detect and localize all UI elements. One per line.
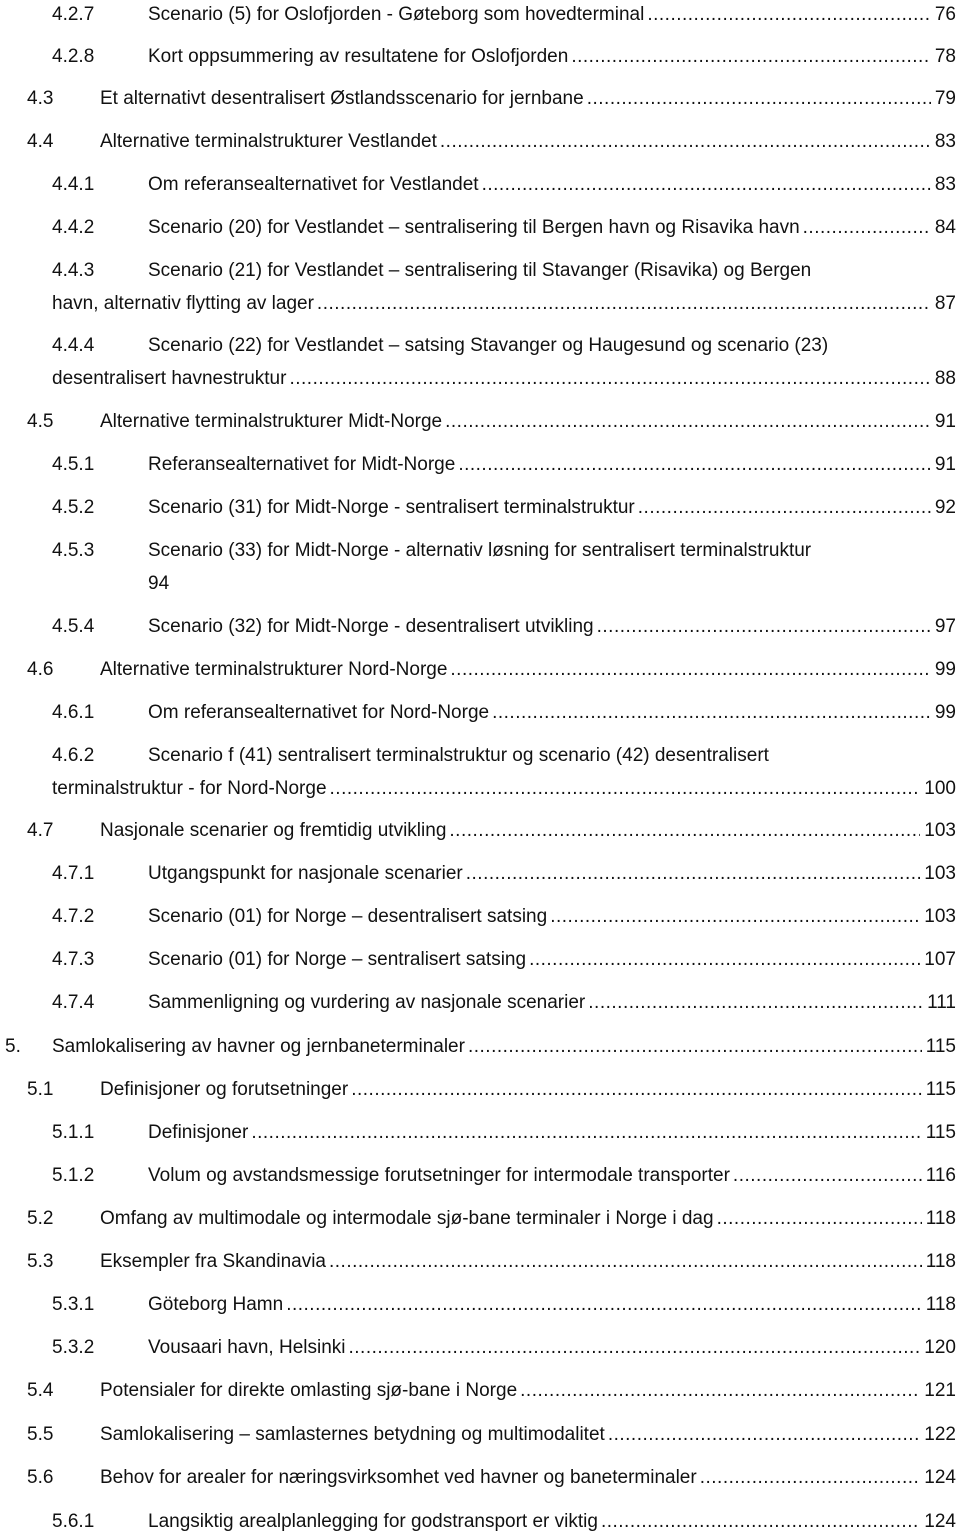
toc-entry-page [876,1333,956,1363]
toc-entry-title: Eksempler fra Skandinavia [100,1251,326,1272]
toc-entry-line [0,289,960,319]
toc-entry-page-number: 97 [932,616,956,637]
toc-entry-line [0,1075,960,1105]
toc-entry-title: Sammenligning og vurdering av nasjonale scenarier [148,992,586,1013]
toc-entry-number: 4.7.4 [52,992,95,1013]
toc-entry-line [0,407,960,437]
toc-entry-page-number: 115 [923,1122,956,1143]
toc-entry-page-number: 103 [921,906,956,927]
toc-entry-line [0,170,960,200]
toc-entry-number: 4.5.2 [52,497,95,518]
toc-entry-page [876,364,956,394]
toc-leader-dots [449,816,920,846]
toc-entry-line [0,493,960,523]
toc-entry[interactable] [0,0,960,30]
toc-entry-page [876,1161,956,1191]
toc-entry-title: Kort oppsummering av resultatene for Oslofjorden [148,46,569,67]
toc-entry-line [0,1420,960,1450]
toc-entry-title: Vousaari havn, Helsinki [148,1337,346,1358]
toc-entry-line [0,84,960,114]
toc-leader-dots [330,774,921,804]
toc-entry[interactable] [0,42,960,72]
toc-leader-dots [608,1420,920,1450]
toc-entry-line [0,256,960,286]
toc-entry[interactable] [0,1290,960,1320]
toc-entry-page [876,902,956,932]
toc-entry-title: Scenario (21) for Vestlandet – sentralisering til Stavanger (Risavika) og Bergen [148,260,812,281]
toc-entry-page-number: 92 [932,497,956,518]
toc-entry-page [876,1247,956,1277]
toc-entry-page-number: 124 [921,1467,956,1488]
toc-entry[interactable] [0,1118,960,1148]
toc-entry-line [0,816,960,846]
toc-entry-title-continued: terminalstruktur - for Nord-Norge [52,778,327,799]
toc-entry[interactable] [0,1204,960,1234]
toc-entry-page-number: 111 [924,992,956,1013]
toc-entry-page-number: 122 [921,1424,956,1445]
toc-entry-line [0,741,960,771]
toc-entry-page [876,1420,956,1450]
toc-entry-title: Nasjonale scenarier og fremtidig utvikling [100,820,447,841]
toc-leader-dots [351,1075,922,1105]
toc-entry[interactable] [0,612,960,642]
toc-entry-title: Göteborg Hamn [148,1294,284,1315]
toc-entry-number: 4.6 [27,659,54,680]
toc-entry-line [0,1507,960,1537]
toc-entry[interactable] [0,945,960,975]
toc-entry-title: Samlokalisering av havner og jernbaneterminaler [52,1036,465,1057]
toc-leader-dots [289,364,930,394]
toc-leader-dots [450,655,930,685]
toc-entry-title: Scenario (32) for Midt-Norge - desentralisert utvikling [148,616,594,637]
toc-entry-number: 5.6.1 [52,1511,95,1532]
toc-entry-title-continued: havn, alternativ flytting av lager [52,293,314,314]
toc-entry-page [876,1118,956,1148]
toc-entry-page [876,988,956,1018]
toc-entry[interactable] [0,655,960,685]
toc-leader-dots [466,859,921,889]
toc-entry-number: 4.7 [27,820,54,841]
toc-entry-line [0,569,960,599]
toc-leader-dots [550,902,920,932]
toc-entry-title-continued: 94 [148,573,170,594]
toc-leader-dots [529,945,920,975]
toc-entry-page [876,698,956,728]
toc-entry[interactable] [0,1032,960,1062]
toc-entry-line [0,1290,960,1320]
toc-entry-number: 4.6.1 [52,702,95,723]
toc-entry-number: 5.6 [27,1467,54,1488]
toc-entry-page [876,127,956,157]
toc-entry-line [0,1204,960,1234]
toc-entry-title: Definisjoner [148,1122,249,1143]
toc-entry-number: 4.7.3 [52,949,95,970]
toc-entry-line [0,213,960,243]
toc-entry-page [876,655,956,685]
toc-entry-title: Om referansealternativet for Nord-Norge [148,702,490,723]
toc-entry[interactable] [0,1420,960,1450]
toc-entry-line [0,1247,960,1277]
toc-entry-page-number: 118 [923,1251,956,1272]
toc-entry-page [876,84,956,114]
toc-entry-line [0,1333,960,1363]
toc-entry-page-number: 118 [923,1294,956,1315]
toc-entry[interactable] [0,213,960,243]
toc-entry-page [876,289,956,319]
toc-entry-number: 4.2.8 [52,46,95,67]
toc-entry-number: 5.1.1 [52,1122,95,1143]
toc-entry-page [876,1032,956,1062]
toc-leader-dots [251,1118,921,1148]
toc-entry-title: Scenario f (41) sentralisert terminalstruktur og scenario (42) desentralisert [148,745,769,766]
toc-entry[interactable] [0,1376,960,1406]
toc-entry-line [0,988,960,1018]
toc-entry-title: Alternative terminalstrukturer Midt-Norge [100,411,443,432]
toc-entry-number: 5.2 [27,1208,54,1229]
toc-entry-page [876,859,956,889]
toc-entry-number: 4.5 [27,411,54,432]
toc-leader-dots [329,1247,922,1277]
toc-entry-page-number: 87 [932,293,956,314]
toc-leader-dots [588,988,923,1018]
toc-entry-page-number: 78 [932,46,956,67]
toc-leader-dots [520,1376,920,1406]
toc-entry-line [0,698,960,728]
toc-entry-line [0,612,960,642]
toc-entry-page [876,1290,956,1320]
toc-entry-title: Referansealternativet for Midt-Norge [148,454,456,475]
toc-entry[interactable] [0,1247,960,1277]
toc-entry-page-number: 91 [932,454,956,475]
toc-entry-page-number: 100 [921,778,956,799]
toc-entry-line [0,655,960,685]
toc-entry-number: 5.5 [27,1424,54,1445]
toc-entry-number: 4.4.2 [52,217,95,238]
toc-entry-page-number: 116 [923,1165,956,1186]
toc-entry-title: Et alternativt desentralisert Østlandsscenario for jernbane [100,88,584,109]
toc-entry-page [876,213,956,243]
toc-entry-page [876,407,956,437]
toc-entry-line [0,331,960,361]
toc-entry[interactable] [0,84,960,114]
toc-entry[interactable] [0,127,960,157]
toc-entry-line [0,1376,960,1406]
toc-entry-page [876,42,956,72]
toc-entry-number: 4.6.2 [52,745,95,766]
toc-entry-page [876,1075,956,1105]
toc-entry[interactable] [0,1463,960,1493]
toc-entry-page-number: 99 [932,702,956,723]
toc-entry-title: Potensialer for direkte omlasting sjø-bane i Norge [100,1380,518,1401]
toc-leader-dots [458,450,931,480]
toc-entry-title-continued: desentralisert havnestruktur [52,368,287,389]
toc-entry[interactable] [0,1507,960,1537]
toc-entry-line [0,859,960,889]
toc-entry[interactable] [0,493,960,523]
toc-entry-page-number: 79 [932,88,956,109]
toc-entry-page [876,1204,956,1234]
toc-leader-dots [482,170,931,200]
toc-entry-title: Scenario (33) for Midt-Norge - alternativ løsning for sentralisert terminalstruktur [148,540,812,561]
toc-entry-line [0,1118,960,1148]
toc-entry-page-number: 76 [932,4,956,25]
toc-entry-number: 4.3 [27,88,54,109]
toc-leader-dots [445,407,931,437]
toc-entry-page [876,945,956,975]
toc-entry-line [0,945,960,975]
toc-entry-line [0,42,960,72]
toc-entry-page-number: 103 [921,863,956,884]
toc-entry-page-number: 83 [932,174,956,195]
toc-entry[interactable] [0,536,960,599]
toc-entry-number: 5.3.2 [52,1337,95,1358]
toc-entry-line [0,127,960,157]
toc-entry-title: Scenario (01) for Norge – desentralisert satsing [148,906,548,927]
toc-leader-dots [440,127,931,157]
toc-entry[interactable] [0,698,960,728]
toc-entry-page-number: 84 [932,217,956,238]
toc-entry[interactable] [0,1075,960,1105]
toc-entry[interactable] [0,407,960,437]
toc-entry-number: 4.7.1 [52,863,95,884]
toc-entry-number: 4.2.7 [52,4,95,25]
toc-entry-title: Samlokalisering – samlasternes betydning og multimodalitet [100,1424,605,1445]
toc-entry-line [0,364,960,394]
toc-entry-page [876,493,956,523]
toc-entry-line [0,774,960,804]
toc-leader-dots [317,289,931,319]
toc-entry-number: 4.5.4 [52,616,95,637]
toc-entry-page [876,612,956,642]
toc-entry-title: Alternative terminalstrukturer Nord-Norge [100,659,448,680]
toc-entry-page-number: 120 [921,1337,956,1358]
toc-entry[interactable] [0,988,960,1018]
toc-entry-title: Scenario (01) for Norge – sentralisert satsing [148,949,527,970]
toc-entry-line [0,536,960,566]
toc-entry-page [876,1463,956,1493]
toc-entry-page [876,816,956,846]
toc-entry-number: 5.3 [27,1251,54,1272]
toc-entry-line [0,0,960,30]
toc-entry-title: Alternative terminalstrukturer Vestlandet [100,131,437,152]
toc-leader-dots [492,698,931,728]
toc-entry[interactable] [0,1333,960,1363]
toc-entry-line [0,1161,960,1191]
toc-entry-title: Behov for arealer for næringsvirksomhet ved havner og baneterminaler [100,1467,697,1488]
toc-entry-number: 5. [5,1036,21,1057]
toc-entry-page [876,0,956,30]
toc-entry[interactable] [0,170,960,200]
toc-entry-page [876,1507,956,1537]
toc-leader-dots [286,1290,922,1320]
toc-entry-page-number: 124 [921,1511,956,1532]
toc-entry-page [876,450,956,480]
toc-entry[interactable] [0,1161,960,1191]
toc-entry-page-number: 91 [932,411,956,432]
toc-entry-page-number: 107 [921,949,956,970]
toc-entry-page [876,774,956,804]
toc-entry-number: 4.7.2 [52,906,95,927]
toc-entry-number: 4.5.1 [52,454,95,475]
toc-entry-number: 5.3.1 [52,1294,95,1315]
toc-entry-title: Om referansealternativet for Vestlandet [148,174,479,195]
toc-entry[interactable] [0,331,960,394]
toc-entry-page [876,170,956,200]
toc-entry[interactable] [0,450,960,480]
toc-entry-title: Scenario (31) for Midt-Norge - sentralisert terminalstruktur [148,497,635,518]
toc-entry-title: Definisjoner og forutsetninger [100,1079,349,1100]
toc-entry-page-number: 88 [932,368,956,389]
toc-entry-number: 5.4 [27,1380,54,1401]
toc-entry[interactable] [0,902,960,932]
toc-entry-number: 4.4.3 [52,260,95,281]
toc-entry-number: 4.5.3 [52,540,95,561]
toc-leader-dots [349,1333,921,1363]
toc-entry[interactable] [0,816,960,846]
toc-entry[interactable] [0,859,960,889]
toc-entry-number: 5.1.2 [52,1165,95,1186]
toc-entry-line [0,1463,960,1493]
toc-entry[interactable] [0,741,960,804]
toc-entry-title: Langsiktig arealplanlegging for godstransport er viktig [148,1511,598,1532]
toc-entry-number: 4.4 [27,131,54,152]
toc-entry-line [0,902,960,932]
toc-leader-dots [468,1032,922,1062]
toc-entry-title: Scenario (20) for Vestlandet – sentralisering til Bergen havn og Risavika havn [148,217,800,238]
toc-entry-page-number: 103 [921,820,956,841]
toc-entry[interactable] [0,256,960,319]
toc-entry-title: Omfang av multimodale og intermodale sjø-bane terminaler i Norge i dag [100,1208,714,1229]
toc-entry-title: Utgangspunkt for nasjonale scenarier [148,863,463,884]
toc-entry-number: 4.4.4 [52,335,95,356]
toc-entry-page-number: 115 [923,1079,956,1100]
toc-entry-line [0,1032,960,1062]
toc-entry-number: 5.1 [27,1079,54,1100]
toc-leader-dots [601,1507,920,1537]
toc-entry-page-number: 118 [923,1208,956,1229]
toc-entry-title: Volum og avstandsmessige forutsetninger for intermodale transporter [148,1165,730,1186]
toc-entry-page [876,1376,956,1406]
toc-entry-line [0,450,960,480]
toc-entry-page-number: 99 [932,659,956,680]
toc-entry-page-number: 121 [921,1380,956,1401]
toc-entry-page-number: 83 [932,131,956,152]
toc-entry-title: Scenario (5) for Oslofjorden - Gøteborg som hovedterminal [148,4,645,25]
toc-entry-number: 4.4.1 [52,174,95,195]
toc-entry-title: Scenario (22) for Vestlandet – satsing Stavanger og Haugesund og scenario (23) [148,335,829,356]
toc-entry-page-number: 115 [923,1036,956,1057]
